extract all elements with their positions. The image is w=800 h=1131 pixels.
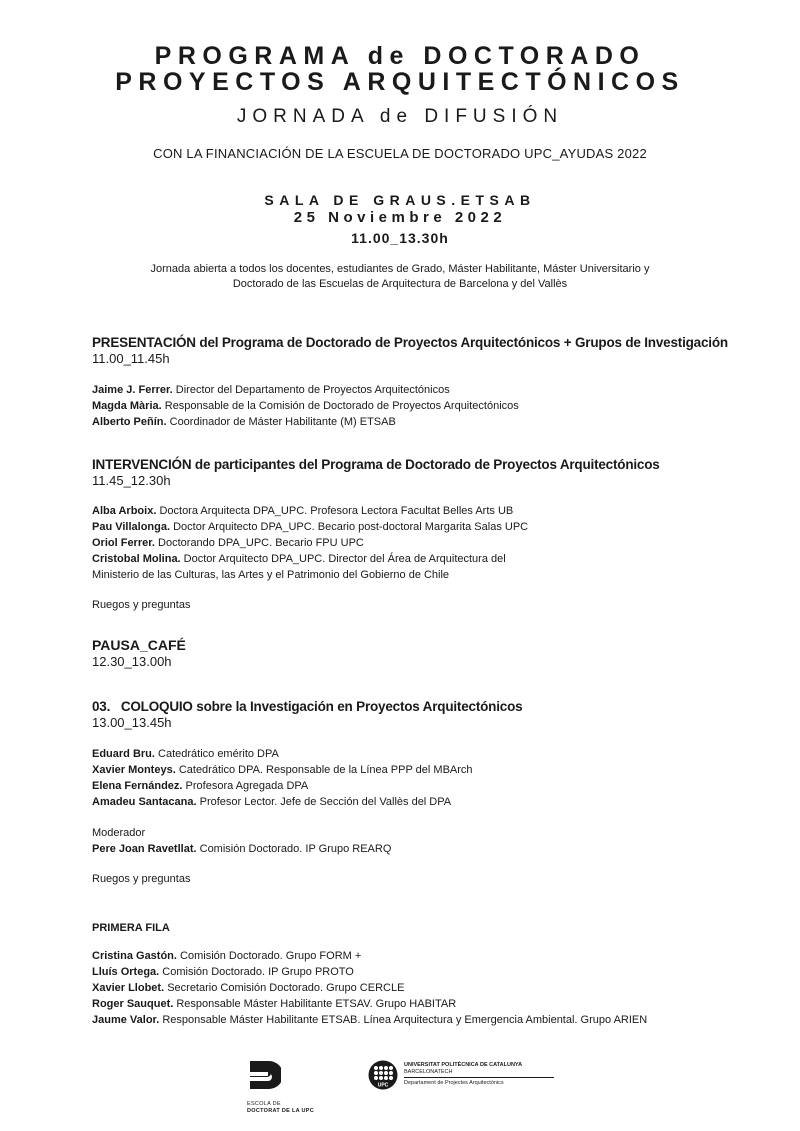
moderator-name: Pere Joan Ravetllat. — [92, 843, 197, 855]
member-name: Xavier Llobet. — [92, 982, 165, 994]
member-role: Responsable Máster Habilitante ETSAB. Línea Arquitectura y Emergencia Ambiental. Grupo ARIEN — [159, 1014, 648, 1026]
section-pausa — [92, 637, 752, 670]
intro-line: Jornada abierta a todos los docentes, estudiantes de Grado, Máster Habilitante, Máster Universitario y — [150, 263, 650, 275]
speaker — [92, 519, 752, 535]
intro-text — [0, 262, 800, 292]
section-title — [92, 456, 752, 473]
member-name: Cristina Gastón. — [92, 950, 177, 962]
upc-name — [404, 1062, 522, 1076]
section-title-bold: PRESENTACIÓN — [92, 335, 196, 350]
speaker-role: Responsable de la Comisión de Doctorado de Proyectos Arquitectónicos — [161, 400, 519, 412]
upc-department: Departament de Projectes Arquitectònics — [404, 1080, 504, 1086]
section-intervencion — [92, 456, 752, 613]
event-subtitle: JORNADA de DIFUSIÓN — [236, 106, 564, 127]
upc-divider — [404, 1077, 554, 1078]
section-title-rest: sobre la Investigación en Proyectos Arquitectónicos — [192, 699, 523, 714]
event-date: 25 Noviembre 2022 — [293, 209, 507, 226]
speaker — [92, 398, 752, 414]
escola-small-text: ESCOLA DE — [247, 1101, 281, 1107]
speaker-name: Jaime J. Ferrer. — [92, 384, 173, 396]
speaker-name: Xavier Monteys. — [92, 764, 176, 776]
speaker-role: Doctor Arquitecto DPA_UPC. Director del Área de Arquitectura del — [180, 553, 506, 565]
event-time: 11.00_13.30h — [351, 230, 449, 246]
section-title: PAUSA_CAFÉ — [92, 637, 186, 653]
speaker-role: Coordinador de Máster Habilitante (M) ETSAB — [166, 416, 396, 428]
ruegos-note: Ruegos y preguntas — [92, 599, 191, 611]
speaker-name: Eduard Bru. — [92, 748, 155, 760]
speaker-role: Profesora Agregada DPA — [182, 780, 309, 792]
speaker — [92, 746, 752, 762]
section-title — [92, 698, 752, 715]
speaker-name: Alberto Peñín. — [92, 416, 167, 428]
member-role: Comisión Doctorado. Grupo FORM + — [176, 950, 362, 962]
speaker-list — [92, 746, 752, 810]
escola-e-icon — [247, 1058, 281, 1092]
speaker-name: Pau Villalonga. — [92, 521, 171, 533]
speaker-name: Magda Mària. — [92, 400, 162, 412]
section-title — [92, 334, 752, 351]
section-presentacion — [92, 334, 752, 430]
moderator-role: Comisión Doctorado. IP Grupo REARQ — [196, 843, 392, 855]
speaker-role: Doctorando DPA_UPC. Becario FPU UPC — [154, 537, 364, 549]
upc-logo — [368, 1060, 568, 1094]
section-title-bold: INTERVENCIÓN — [92, 457, 192, 472]
section-time: 12.30_13.00h — [92, 654, 172, 669]
section-time: 13.00_13.45h — [92, 715, 172, 730]
speaker — [92, 762, 752, 778]
member-role: Responsable Máster Habilitante ETSAV. Grupo HABITAR — [173, 998, 457, 1010]
speaker-name: Elena Fernández. — [92, 780, 183, 792]
upc-dots-icon — [368, 1060, 398, 1090]
program-title-line2: PROYECTOS ARQUITECTÓNICOS — [115, 68, 685, 96]
panel-member — [92, 996, 752, 1012]
escola-main-text: DOCTORAT DE LA UPC — [247, 1108, 315, 1114]
venue: SALA DE GRAUS.ETSAB — [264, 192, 536, 208]
speaker — [92, 778, 752, 794]
section-title-bold: COLOQUIO — [120, 699, 193, 714]
moderator-block — [92, 825, 752, 857]
program-title-line1: PROGRAMA de DOCTORADO — [154, 42, 646, 70]
section-time: 11.00_11.45h — [92, 351, 170, 366]
escola-doctorat-logo — [247, 1058, 337, 1112]
speaker — [92, 382, 752, 398]
section-primera-fila — [92, 921, 752, 1028]
speaker — [92, 503, 752, 519]
speaker-name: Cristobal Molina. — [92, 553, 181, 565]
upc-mark-text: UPC — [377, 1082, 389, 1089]
section-title-rest: del Programa de Doctorado de Proyectos Arquitectónicos + Grupos de Investigación — [195, 335, 728, 350]
speaker — [92, 414, 752, 430]
speaker-role: Profesor Lector. Jefe de Sección del Vallès del DPA — [196, 796, 452, 808]
speaker — [92, 551, 752, 567]
upc-line2: BARCELONATECH — [404, 1069, 453, 1075]
speaker-role: Doctor Arquitecto DPA_UPC. Becario post-doctoral Margarita Salas UPC — [170, 521, 529, 533]
funding-note: CON LA FINANCIACIÓN DE LA ESCUELA DE DOCTORADO UPC_AYUDAS 2022 — [153, 146, 647, 161]
panel-member — [92, 948, 752, 964]
panel-member — [92, 1012, 752, 1028]
member-name: Jaume Valor. — [92, 1014, 160, 1026]
panel-member — [92, 964, 752, 980]
speaker-role-continuation: Ministerio de las Culturas, las Artes y el Patrimonio del Gobierno de Chile — [92, 569, 450, 581]
speaker-list — [92, 503, 752, 583]
speaker-name: Alba Arboix. — [92, 505, 157, 517]
section-title: PRIMERA FILA — [92, 922, 170, 934]
speaker-list — [92, 382, 752, 430]
speaker-name: Oriol Ferrer. — [92, 537, 155, 549]
member-role: Comisión Doctorado. IP Grupo PROTO — [159, 966, 354, 978]
moderator-label: Moderador — [92, 827, 146, 839]
speaker-role: Catedrático DPA. Responsable de la Línea PPP del MBArch — [175, 764, 473, 776]
upc-line1: UNIVERSITAT POLITÈCNICA DE CATALUNYA — [404, 1062, 523, 1068]
member-name: Lluís Ortega. — [92, 966, 160, 978]
panel-member — [92, 980, 752, 996]
panel-list — [92, 948, 752, 1028]
section-title-rest: de participantes del Programa de Doctorado de Proyectos Arquitectónicos — [191, 457, 660, 472]
speaker — [92, 794, 752, 810]
section-coloquio — [92, 698, 752, 887]
ruegos-note: Ruegos y preguntas — [92, 873, 191, 885]
speaker — [92, 535, 752, 551]
section-number: 03. — [92, 699, 111, 714]
section-time: 11.45_12.30h — [92, 473, 171, 488]
member-role: Secretario Comisión Doctorado. Grupo CERCLE — [164, 982, 405, 994]
speaker-name: Amadeu Santacana. — [92, 796, 197, 808]
member-name: Roger Sauquet. — [92, 998, 174, 1010]
intro-line: Doctorado de las Escuelas de Arquitectura de Barcelona y del Vallès — [232, 278, 568, 290]
speaker-role: Director del Departamento de Proyectos Arquitectónicos — [172, 384, 450, 396]
moderator — [92, 841, 752, 857]
speaker-role: Catedrático emérito DPA — [154, 748, 279, 760]
speaker-role: Doctora Arquitecta DPA_UPC. Profesora Lectora Facultat Belles Arts UB — [156, 505, 514, 517]
